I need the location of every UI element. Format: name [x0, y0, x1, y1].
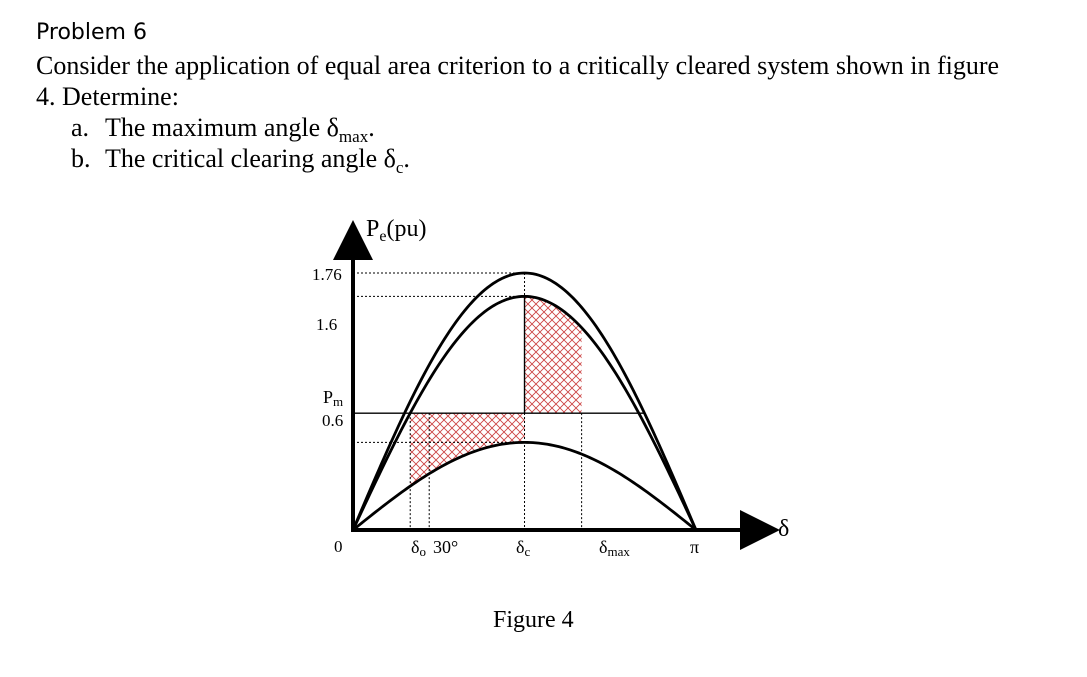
y-tick-1-6: 1.6: [316, 315, 338, 334]
origin-label: 0: [334, 537, 343, 556]
figure-caption: Figure 4: [493, 607, 574, 633]
x-axis-label: δ: [778, 516, 790, 542]
x-tick-delta-o: δo: [411, 537, 426, 559]
item-b-sub: c: [395, 158, 404, 178]
problem-heading: Problem 6: [36, 20, 147, 45]
item-a-tail: .: [368, 113, 375, 142]
x-tick-pi: π: [690, 537, 700, 557]
item-b-text: The critical clearing angle δ: [105, 144, 396, 173]
item-b-tail: .: [403, 144, 410, 173]
y-tick-0-6: 0.6: [322, 411, 344, 430]
item-a-sub: max: [338, 127, 369, 147]
item-b-label: b.: [71, 144, 91, 173]
x-tick-delta-max: δmax: [599, 537, 630, 559]
y-axis-label: $P_e(pu)$: [366, 216, 427, 245]
x-tick-delta-c: δc: [516, 537, 531, 559]
intro-line-2: 4. Determine:: [36, 82, 179, 111]
intro-line-1: Consider the application of equal area criterion to a critically cleared system shown in figure: [36, 51, 1000, 80]
pm-tick-label: Pm: [323, 387, 344, 409]
decelerating-area: [525, 296, 582, 413]
x-tick-30deg: 30°: [433, 537, 459, 557]
item-a-text: The maximum angle δ: [105, 113, 339, 142]
y-tick-1-76: 1.76: [312, 265, 342, 284]
item-a-label: a.: [71, 113, 90, 142]
